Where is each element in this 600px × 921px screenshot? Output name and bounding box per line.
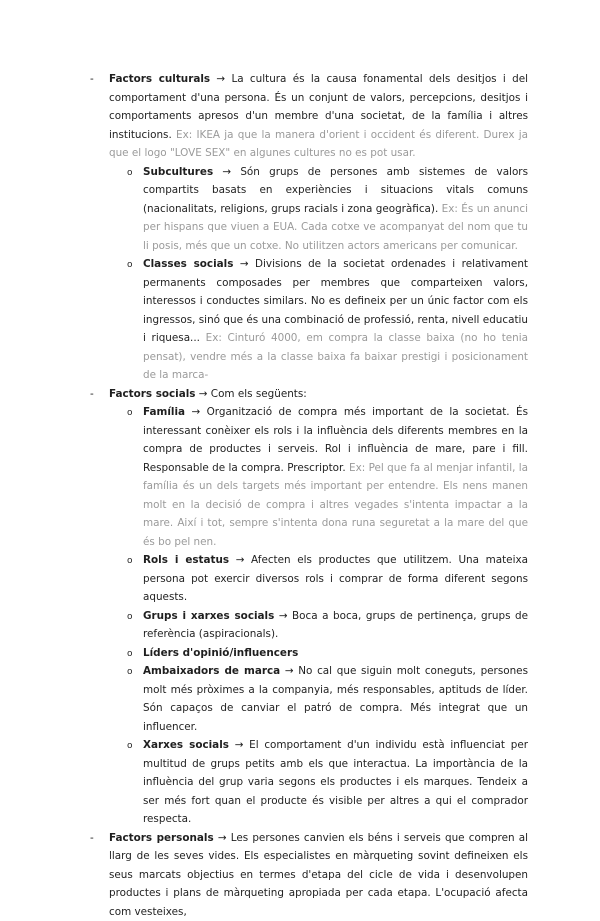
item-term: Subcultures <box>143 166 213 178</box>
item-text: → Són grups de persones amb sistemes de valors compartits basats en experiències i situacions vitals comuns (nacionalitats, religions, grups racials i zona geogràfica). <box>143 166 528 215</box>
dash-bullet: - <box>90 385 94 404</box>
circle-bullet: o <box>127 645 133 664</box>
circle-bullet: o <box>127 663 133 682</box>
dash-bullet: - <box>90 70 94 89</box>
item-example: Ex: És un anunci per hispans que viuen a EUA. Cada cotxe ve acompanyat del nom que tu li posis, més que un cotxe. No utilitzen actors americans per comunicar. <box>143 203 528 252</box>
circle-bullet: o <box>127 404 133 423</box>
item-text: → No cal que siguin molt coneguts, persones molt més pròximes a la companyia, més responsables, aptituds de líder. Són capaços de canviar el patró de compra. Més integrat que un influencer. <box>143 665 528 733</box>
list-item-familia <box>127 403 528 551</box>
circle-bullet: o <box>127 737 133 756</box>
list-item-factors-culturals <box>90 70 528 163</box>
item-text: → Divisions de la societat ordenades i relativament permanents composades per membres que comparteixen valors, interessos i conductes similars. No es defineix per un únic factor com els ingressos, sinó que és una combinació de professió, renta, nivell educatiu i riquesa... <box>143 258 528 344</box>
list-item-rols-estatus <box>127 551 528 607</box>
item-text: → Boca a boca, grups de pertinença, grups de referència (aspiracionals). <box>143 610 528 641</box>
circle-bullet: o <box>127 164 133 183</box>
item-term: Factors personals <box>109 832 214 844</box>
list-item-classes-socials <box>127 255 528 385</box>
item-example: Ex: Pel que fa al menjar infantil, la família és un dels targets més important per entendre. Els nens manen molt en la decisió de compra i altres vegades s'intenta impactar a la mare. Així i tot, sempre s'intenta dona runa seguretat a la mare del que és bo pel nen. <box>143 462 528 548</box>
item-term: Factors socials <box>109 388 196 400</box>
item-text: → Com els següents: <box>196 388 307 400</box>
item-text: → Les persones canvien els béns i serveis que compren al llarg de les seves vides. Els especialistes en màrqueting sovint defineixen els seus marcats objectius en termes d'etapa del cicle de vida i desenvolupen productes i plans de màrqueting apropiada per cada etapa. L'ocupació afecta com vesteixes, <box>109 832 528 918</box>
item-term: Classes socials <box>143 258 233 270</box>
item-text: → El comportament d'un individu està influenciat per multitud de grups petits amb els que interactua. La importància de la influència del grup varia segons els productes i els marques. Tendeix a ser més fort quan el producte és visible per altres a qui el comprador respecta. <box>143 739 528 825</box>
item-text: → Afecten els productes que utilitzem. Una mateixa persona pot exercir diversos rols i comprar de forma diferent segons aquests. <box>143 554 528 603</box>
item-example: Ex: Cinturó 4000, em compra la classe baixa (no ho tenia pensat), vendre més a la classe baixa fa baixar prestigi i posicionament de la marca- <box>143 332 528 381</box>
item-term: Xarxes socials <box>143 739 229 751</box>
list-item-xarxes-socials <box>127 736 528 829</box>
list-item-ambaixadors <box>127 662 528 736</box>
circle-bullet: o <box>127 552 133 571</box>
circle-bullet: o <box>127 608 133 627</box>
item-text: → La cultura és la causa fonamental dels desitjos i del comportament d'una persona. És un conjunt de valors, percepcions, desitjos i comportaments apresos d'un membre d'una societat, de la família i altres institucions. <box>109 73 528 141</box>
item-term: Rols i estatus <box>143 554 229 566</box>
item-term: Grups i xarxes socials <box>143 610 274 622</box>
item-text: → Organització de compra més important de la societat. És interessant conèixer els rols i la influència dels diferents membres en la compra de productes i serveis. Rol i influència de mare, pare i fill. Responsable de la compra. Prescriptor. <box>143 406 528 474</box>
circle-bullet: o <box>127 256 133 275</box>
dash-bullet: - <box>90 829 94 848</box>
list-item-factors-socials <box>90 385 528 404</box>
item-term: Ambaixadors de marca <box>143 665 280 677</box>
item-term: Família <box>143 406 185 418</box>
list-item-factors-personals <box>90 829 528 921</box>
document-content <box>90 70 528 921</box>
item-term: Factors culturals <box>109 73 210 85</box>
item-example: Ex: IKEA ja que la manera d'orient i occident és diferent. Durex ja que el logo "LOVE SEX" en algunes cultures no es pot usar. <box>109 129 528 160</box>
item-term: Líders d'opinió/influencers <box>143 647 298 659</box>
list-item-subcultures <box>127 163 528 256</box>
list-item-grups-xarxes <box>127 607 528 644</box>
list-item-liders-opinio <box>127 644 528 663</box>
